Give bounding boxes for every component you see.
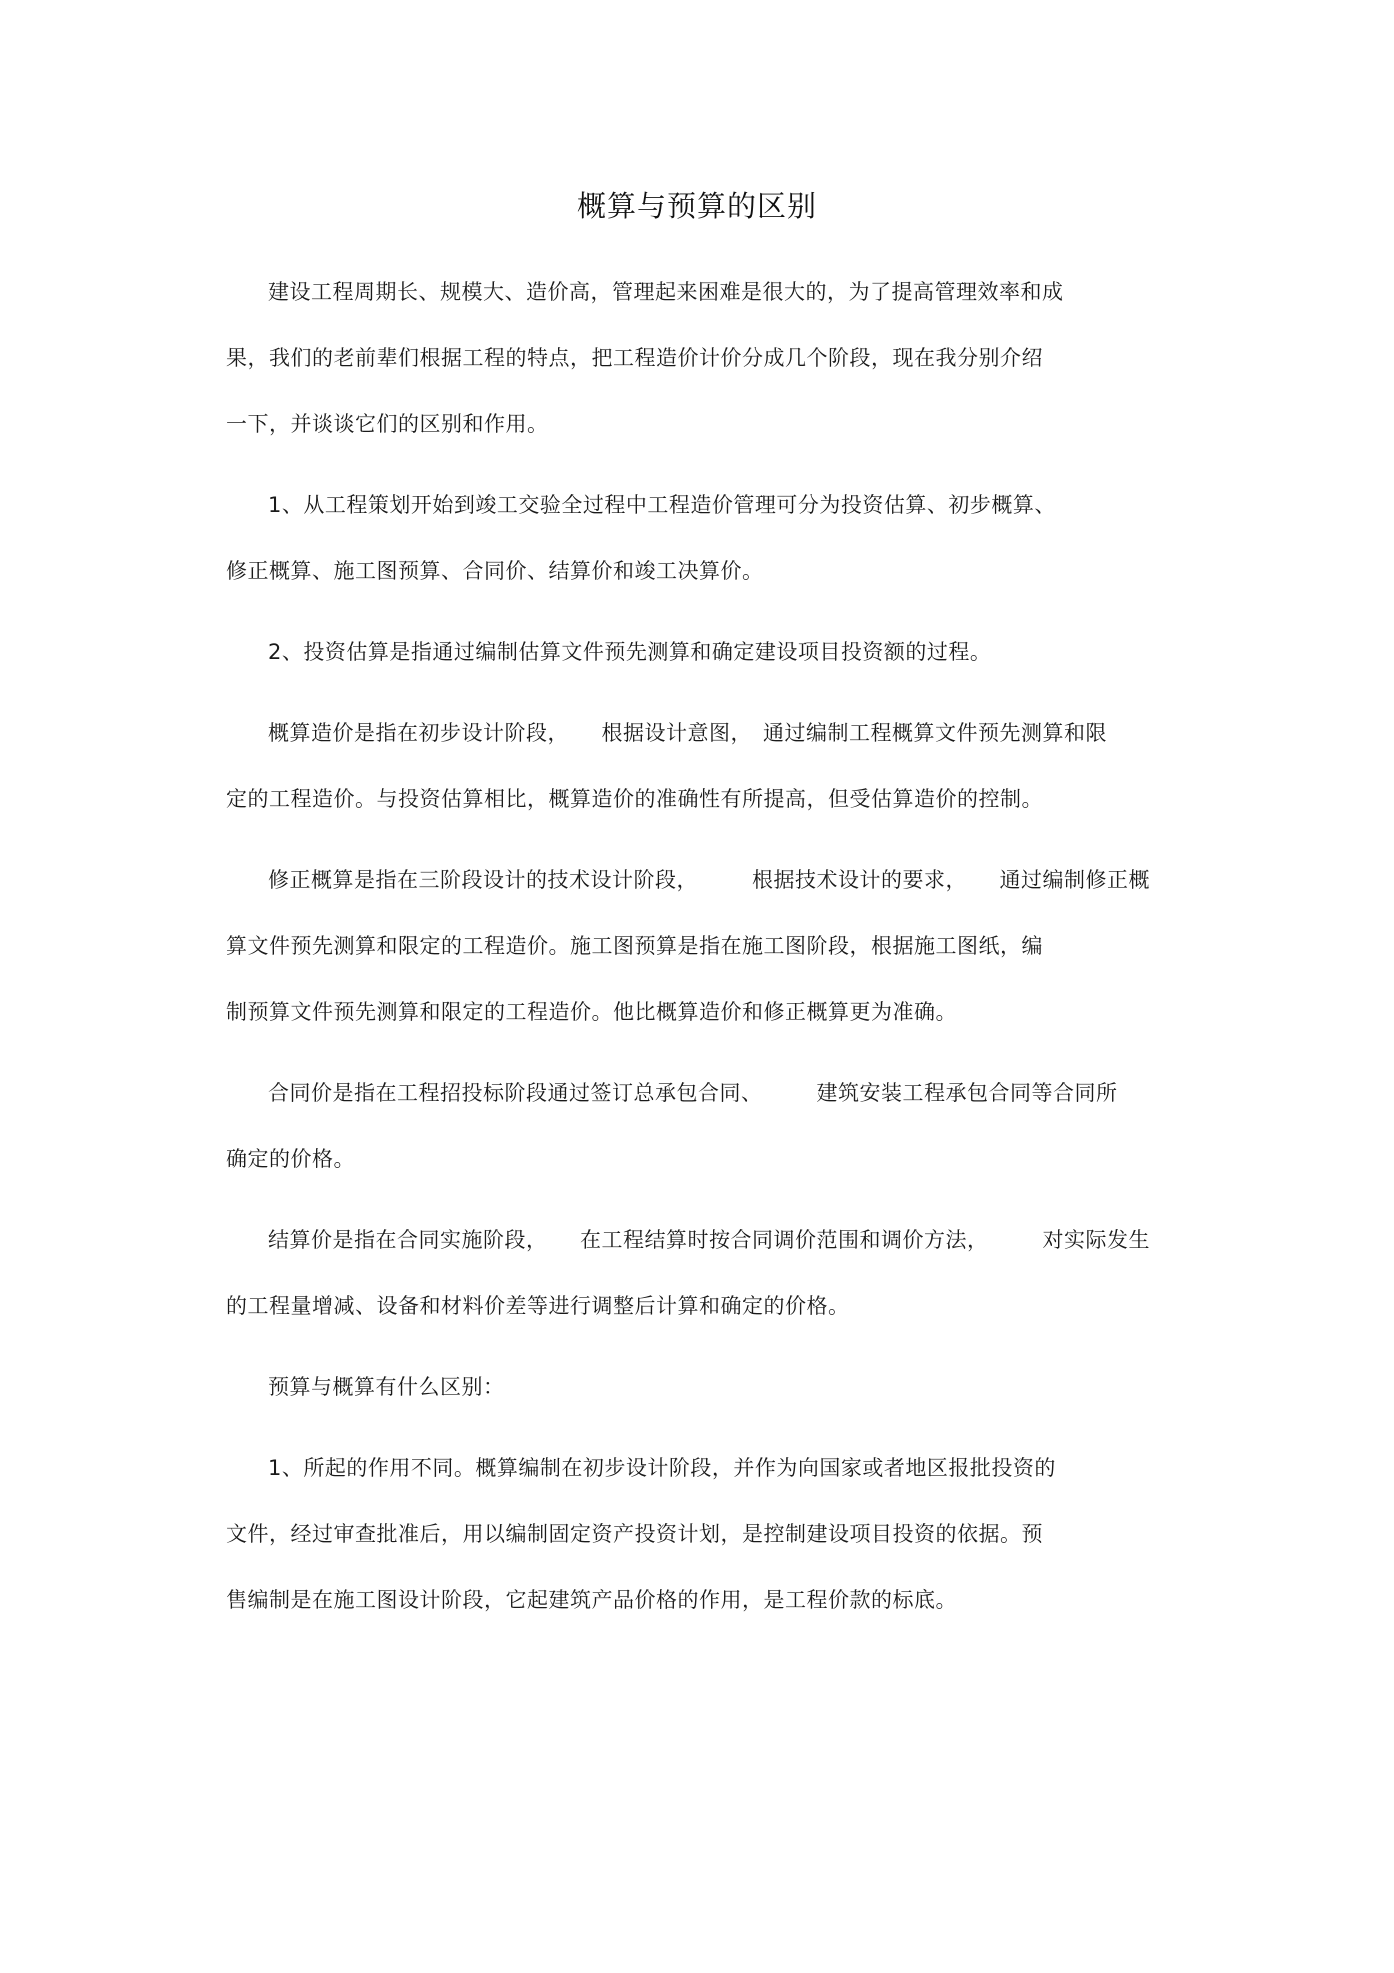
text-line: 预算与概算有什么区别： bbox=[268, 1375, 505, 1399]
page-title: 概算与预算的区别 bbox=[576, 189, 817, 223]
text-line: 售编制是在施工图设计阶段，它起建筑产品价格的作用，是工程价款的标底。 bbox=[226, 1588, 957, 1612]
text-line: 合同价是指在工程招投标阶段通过签订总承包合同、 建筑安装工程承包合同等合同所 bbox=[268, 1081, 1118, 1105]
text-line: 定的工程造价。与投资估算相比，概算造价的准确性有所提高，但受估算造价的控制。 bbox=[226, 787, 1043, 811]
text-line: 结算价是指在合同实施阶段， 在工程结算时按合同调价范围和调价方法， 对实际发生 bbox=[268, 1228, 1150, 1252]
text-line: 1、所起的作用不同。概算编制在初步设计阶段，并作为向国家或者地区报批投资的 bbox=[268, 1456, 1056, 1480]
text-line: 确定的价格。 bbox=[226, 1147, 355, 1171]
text-line: 一下，并谈谈它们的区别和作用。 bbox=[226, 412, 549, 436]
text-line: 1、从工程策划开始到竣工交验全过程中工程造价管理可分为投资估算、初步概算、 bbox=[268, 493, 1056, 517]
text-line: 果，我们的老前辈们根据工程的特点，把工程造价计价分成几个阶段，现在我分别介绍 bbox=[226, 346, 1043, 370]
text-line: 修正概算是指在三阶段设计的技术设计阶段， 根据技术设计的要求， 通过编制修正概 bbox=[268, 868, 1150, 892]
text-line: 算文件预先测算和限定的工程造价。施工图预算是指在施工图阶段，根据施工图纸，编 bbox=[226, 934, 1043, 958]
text-line: 建设工程周期长、规模大、造价高，管理起来困难是很大的，为了提高管理效率和成 bbox=[268, 280, 1064, 304]
text-line: 概算造价是指在初步设计阶段， 根据设计意图， 通过编制工程概算文件预先测算和限 bbox=[268, 721, 1107, 745]
text-line: 修正概算、施工图预算、合同价、结算价和竣工决算价。 bbox=[226, 559, 764, 583]
text-line: 文件，经过审查批准后，用以编制固定资产投资计划，是控制建设项目投资的依据。预 bbox=[226, 1522, 1043, 1546]
text-line: 的工程量增减、设备和材料价差等进行调整后计算和确定的价格。 bbox=[226, 1294, 850, 1318]
text-line: 制预算文件预先测算和限定的工程造价。他比概算造价和修正概算更为准确。 bbox=[226, 1000, 957, 1024]
text-line: 2、投资估算是指通过编制估算文件预先测算和确定建设项目投资额的过程。 bbox=[268, 640, 992, 664]
